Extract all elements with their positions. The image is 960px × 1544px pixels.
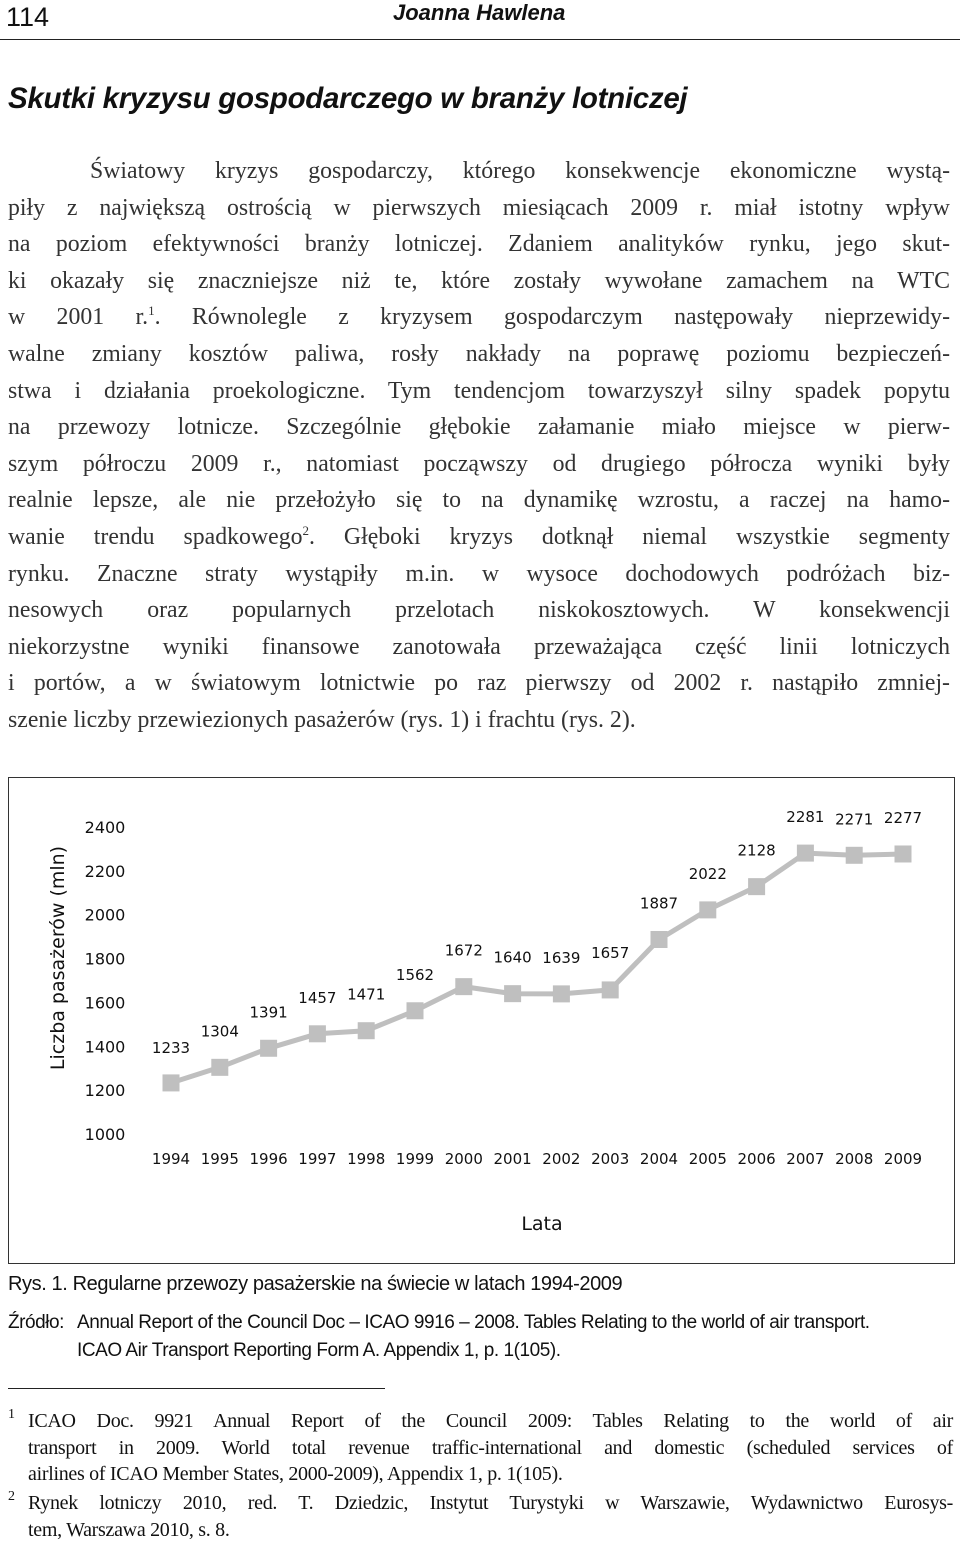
footnote-line: transport in 2009. World total revenue traffic-international and domestic (scheduled services of <box>28 1436 953 1459</box>
paragraph-line: walne zmiany kosztów paliwa, rosły nakłady na poprawę poziomu bezpieczeń- <box>8 340 950 367</box>
data-point-marker <box>211 1059 228 1076</box>
y-tick-label: 1800 <box>84 949 126 969</box>
section-title: Skutki kryzysu gospodarczego w branży lotniczej <box>8 82 688 115</box>
data-label: 1233 <box>151 1038 191 1057</box>
x-tick-label: 2008 <box>835 1150 874 1168</box>
source-label: Źródło: <box>8 1312 64 1333</box>
data-point-marker <box>748 878 765 895</box>
data-label: 1672 <box>444 941 483 960</box>
x-tick-label: 2001 <box>493 1150 532 1168</box>
data-label: 1640 <box>493 948 532 967</box>
passenger-line-chart <box>9 778 953 1262</box>
data-label: 1457 <box>298 988 337 1007</box>
data-label: 2128 <box>737 841 776 860</box>
series-line <box>171 853 903 1083</box>
y-tick-label: 1200 <box>84 1081 126 1101</box>
data-point-marker <box>699 901 716 918</box>
data-label: 1471 <box>347 985 386 1004</box>
data-label: 1887 <box>639 894 679 913</box>
data-point-marker <box>504 985 521 1002</box>
footnote-ref-1[interactable]: 1 <box>148 303 155 319</box>
x-tick-label: 1998 <box>347 1150 386 1168</box>
x-tick-label: 2009 <box>883 1150 923 1168</box>
x-tick-label: 2007 <box>786 1150 825 1168</box>
paragraph-line: stwa i działania proekologiczne. Tym tendencjom towarzyszył silny spadek popytu <box>8 377 950 404</box>
source-line-1: Annual Report of the Council Doc – ICAO 9916 – 2008. Tables Relating to the world of air transport. <box>77 1312 870 1333</box>
footnote-divider <box>8 1388 385 1389</box>
x-tick-label: 2006 <box>737 1150 776 1168</box>
data-point-marker <box>846 847 863 864</box>
paragraph-line: piły z największą ostrością w pierwszych miesiącach 2009 r. miał istotny wpływ <box>8 194 950 221</box>
data-point-marker <box>407 1002 424 1019</box>
data-point-marker <box>895 845 912 862</box>
data-label: 1304 <box>200 1022 239 1041</box>
paragraph-line: szym półroczu 2009 r., natomiast począwszy od drugiego półrocza wyniki były <box>8 450 950 477</box>
y-tick-label: 2200 <box>84 861 126 881</box>
footnote-text <box>28 1490 953 1543</box>
x-tick-label: 2004 <box>639 1150 679 1168</box>
paragraph-line: nesowych oraz popularnych przelotach niskokosztowych. W konsekwencji <box>8 597 950 624</box>
data-label: 2281 <box>786 808 825 827</box>
paragraph-line: Światowy kryzys gospodarczy, którego konsekwencje ekonomiczne wystą- <box>90 158 950 184</box>
x-tick-label: 1999 <box>395 1150 435 1168</box>
page-number: 114 <box>6 2 50 32</box>
data-point-marker <box>602 981 619 998</box>
body-paragraph <box>8 153 950 739</box>
series-markers <box>163 845 912 1092</box>
footnote-number: 2 <box>8 1489 15 1504</box>
figure-caption: Rys. 1. Regularne przewozy pasażerskie na świecie w latach 1994-2009 <box>8 1273 623 1295</box>
paragraph-line: na poziom efektywności branży lotniczej. Zdaniem analityków rynku, jego skut- <box>8 231 950 258</box>
data-point-marker <box>163 1074 180 1091</box>
paragraph-fragment: w 2001 r. <box>8 304 149 331</box>
paragraph-line: na przewozy lotnicze. Szczególnie głębokie załamanie miało miejsce w pierw- <box>8 414 950 441</box>
x-tick-labels <box>152 1150 922 1168</box>
paragraph-line: szenie liczby przewiezionych pasażerów (rys. 1) i frachtu (rys. 2). <box>8 706 636 733</box>
data-label: 2022 <box>688 864 727 883</box>
data-point-marker <box>358 1022 375 1039</box>
source-line-2: ICAO Air Transport Reporting Form A. Appendix 1, p. 1(105). <box>77 1340 561 1361</box>
paragraph-line: ki okazały się znaczniejsze niż te, które zostały wywołane zamachem na WTC <box>8 267 950 294</box>
y-tick-label: 1000 <box>84 1125 126 1144</box>
footnote-ref-2[interactable]: 2 <box>302 523 309 539</box>
data-label: 1391 <box>249 1003 288 1022</box>
footnote-line: tem, Warszawa 2010, s. 8. <box>28 1518 230 1541</box>
y-axis-label: Liczba pasażerów (mln) <box>47 845 69 1071</box>
paragraph-fragment: . Równolegle z kryzysem gospodarczym następowały nieprzewidy- <box>154 304 950 331</box>
paragraph-line <box>8 519 950 556</box>
footnote-2 <box>8 1490 953 1543</box>
y-tick-label: 1600 <box>84 993 126 1013</box>
x-tick-label: 1997 <box>298 1150 337 1168</box>
data-label: 1657 <box>591 943 630 962</box>
x-tick-label: 1996 <box>249 1150 288 1168</box>
x-tick-label: 2003 <box>591 1150 630 1168</box>
footnote-line: Rynek lotniczy 2010, red. T. Dziedzic, Instytut Turystyki w Warszawie, Wydawnictwo Eurosys- <box>28 1492 953 1514</box>
data-point-marker <box>651 931 668 948</box>
running-author: Joanna Hawlena <box>393 0 566 25</box>
y-tick-label: 2000 <box>84 905 126 925</box>
paragraph-line <box>8 299 950 336</box>
data-label: 2277 <box>883 808 923 827</box>
y-tick-label: 2400 <box>84 818 126 837</box>
data-point-marker <box>309 1025 326 1042</box>
y-tick-labels <box>85 818 126 1144</box>
data-point-marker <box>553 985 570 1002</box>
x-tick-label: 1995 <box>200 1150 239 1168</box>
paragraph-fragment: . Głęboki kryzys dotknął niemal wszystkie segmenty <box>309 523 950 550</box>
data-label: 1639 <box>542 948 581 967</box>
paragraph-fragment: wanie trendu spadkowego <box>8 523 303 550</box>
y-tick-label: 1400 <box>84 1037 126 1057</box>
data-point-marker <box>260 1040 277 1057</box>
data-point-marker <box>455 978 472 995</box>
footnote-line: ICAO Doc. 9921 Annual Report of the Council 2009: Tables Relating to the world of air <box>28 1410 953 1432</box>
data-label: 1562 <box>395 965 435 984</box>
paragraph-line: i portów, a w światowym lotnictwie po raz pierwszy od 2002 r. nastąpiło zmniej- <box>8 670 950 697</box>
x-tick-label: 2005 <box>688 1150 727 1168</box>
x-axis-label: Lata <box>521 1213 563 1235</box>
footnote-text <box>28 1408 953 1488</box>
figure-chart <box>8 777 955 1264</box>
footnote-line: airlines of ICAO Member States, 2000-2009), Appendix 1, p. 1(105). <box>28 1463 563 1485</box>
x-tick-label: 2000 <box>444 1150 483 1168</box>
footnote-1 <box>8 1408 953 1488</box>
paragraph-line: niekorzystne wyniki finansowe zanotowała przeważająca część linii lotniczych <box>8 633 950 660</box>
x-tick-label: 2002 <box>542 1150 581 1168</box>
x-tick-label: 1994 <box>151 1150 191 1168</box>
footnote-number: 1 <box>8 1407 15 1422</box>
page-header <box>0 0 960 40</box>
paragraph-line: realnie lepsze, ale nie przełożyło się to na dynamikę wzrostu, a raczej na hamo- <box>8 487 950 514</box>
data-point-marker <box>797 845 814 862</box>
paragraph-line: rynku. Znaczne straty wystąpiły m.in. w wysoce dochodowych podróżach biz- <box>8 560 950 587</box>
data-label: 2271 <box>835 810 874 829</box>
